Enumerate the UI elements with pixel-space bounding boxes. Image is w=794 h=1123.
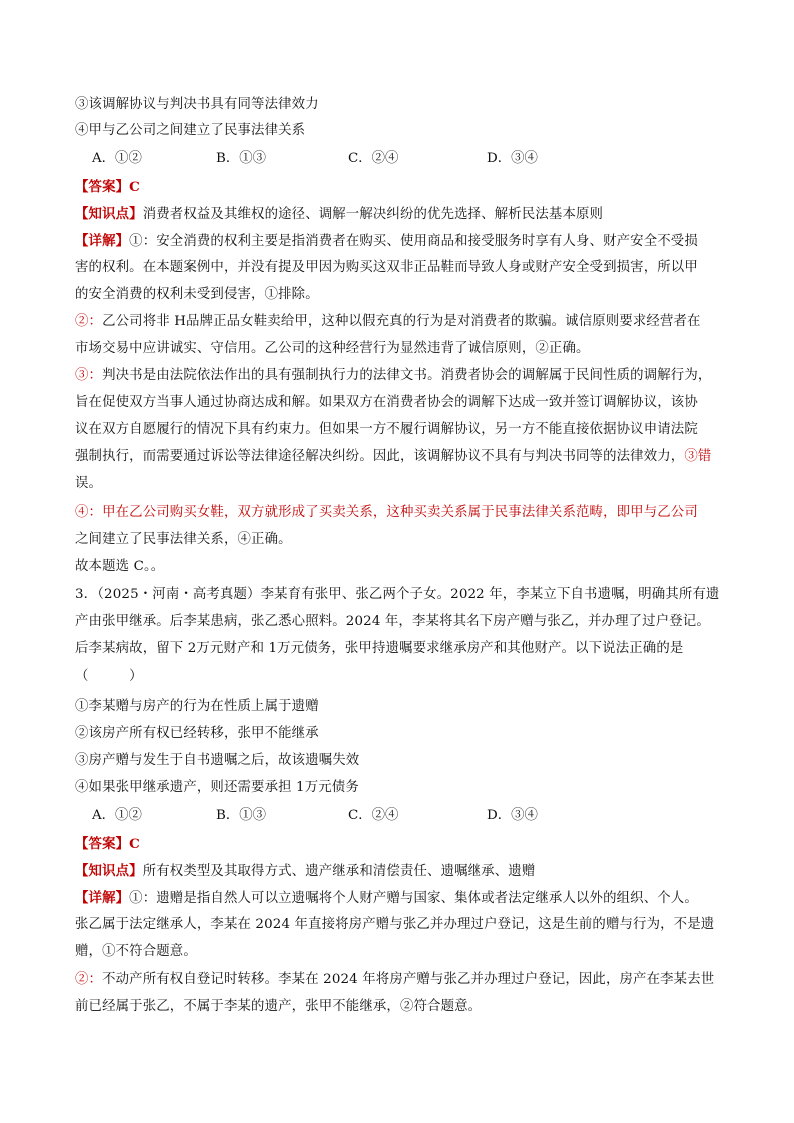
option-b: B．①③ bbox=[216, 151, 267, 166]
detail-text: 的安全消费的权利未受到侵害，①排除。 bbox=[75, 287, 319, 302]
knowledge-tag: 【知识点】 bbox=[75, 206, 143, 222]
detail-text: 误。 bbox=[75, 476, 103, 491]
detail-text: 市场交易中应讲诚实、守信用。乙公司的这种经营行为显然违背了诚信原则，②正确。 bbox=[75, 341, 590, 356]
detail-text: 乙公司将非 H品牌正品女鞋卖给甲，这种以假充真的行为是对消费者的欺骗。诚信原则要求经营者在 bbox=[102, 314, 701, 329]
statement-3: ③房产赠与发生于自书遗嘱之后，故该遗嘱失效 bbox=[75, 753, 360, 768]
detail-text: ①：安全消费的权利主要是指消费者在购买、使用商品和接受服务时享有人身、财产安全不受损 bbox=[129, 234, 698, 249]
item-mark: ②： bbox=[75, 314, 103, 329]
detail-line bbox=[75, 448, 735, 466]
knowledge-text: 消费者权益及其维权的途径、调解一解决纠纷的优先选择、解析民法基本原则 bbox=[142, 207, 604, 222]
answer-line bbox=[75, 835, 735, 854]
answer-value: C bbox=[129, 179, 140, 195]
detail-text: ①：遗赠是指自然人可以立遗嘱将个人财产赠与国家、集体或者法定继承人以外的组织、个人。 bbox=[129, 891, 698, 906]
stem-text: 产由张甲继承。后李某患病，张乙悉心照料。2024 年，李某将其名下房产赠与张乙，并办理了过户登记。 bbox=[75, 614, 710, 629]
knowledge-tag: 【知识点】 bbox=[75, 863, 143, 879]
option-b: B．①③ bbox=[216, 808, 267, 823]
answer-tag: 【答案】 bbox=[75, 836, 130, 852]
detail-text: 赠，①不符合题意。 bbox=[75, 944, 197, 959]
option-a: A．①② bbox=[92, 808, 142, 823]
option-a: A．①② bbox=[92, 151, 142, 166]
detail-item-3 bbox=[75, 367, 735, 385]
detail-text: 判决书是由法院依法作出的具有强制执行力的法律文书。消费者协会的调解属于民间性质的调解行为， bbox=[102, 368, 712, 383]
question-number: 3． bbox=[75, 587, 98, 602]
detail-line bbox=[75, 889, 735, 908]
knowledge-text: 所有权类型及其取得方式、遗产继承和清偿责任、遗嘱继承、遗赠 bbox=[142, 864, 536, 879]
item-mark: ②： bbox=[75, 972, 103, 987]
knowledge-line bbox=[75, 862, 735, 881]
detail-text: 之间建立了民事法律关系，④正确。 bbox=[75, 532, 292, 547]
conclusion: 故本题选 C。。 bbox=[75, 559, 165, 574]
judgement-mark: ③错 bbox=[684, 449, 712, 464]
detail-text: 议在双方自愿履行的情况下具有约束力。但如果一方不履行调解协议，另一方不能直接依据协议申请法院 bbox=[75, 422, 698, 437]
question-3-stem bbox=[75, 586, 735, 604]
statement-4: ④如果张甲继承遗产，则还需要承担 1万元债务 bbox=[75, 780, 359, 795]
detail-text: 害的权利。在本题案例中，并没有提及甲因为购买这双非正品鞋而导致人身或财产安全受到损害，所以甲 bbox=[75, 260, 698, 275]
answer-blank: （ ） bbox=[75, 669, 143, 684]
statement-2: ②该房产所有权已经转移，张甲不能继承 bbox=[75, 726, 319, 741]
knowledge-line bbox=[75, 205, 735, 224]
detail-tag: 【详解】 bbox=[75, 890, 130, 906]
detail-text: 不动产所有权自登记时转移。李某在 2024 年将房产赠与张乙并办理过户登记，因此，房产在李某去世 bbox=[102, 972, 715, 987]
item-mark: ③： bbox=[75, 368, 103, 383]
answer-value: C bbox=[129, 836, 140, 852]
detail-text: 前已经属于张乙，不属于李某的遗产，张甲不能继承，②符合题意。 bbox=[75, 999, 482, 1014]
option-d: D．③④ bbox=[487, 151, 538, 166]
option-c: C．②④ bbox=[348, 808, 399, 823]
option-d: D．③④ bbox=[487, 808, 538, 823]
stem-text: 李某育有张甲、张乙两个子女。2022 年，李某立下自书遗嘱，明确其所有遗 bbox=[260, 587, 720, 602]
detail-text: 张乙属于法定继承人，李某在 2024 年直接将房产赠与张乙并办理过户登记，这是生前的赠与行为，不是遗 bbox=[75, 917, 715, 932]
question-source: （2025・河南・高考真题） bbox=[97, 587, 261, 602]
statement-4: ④甲与乙公司之间建立了民事法律关系 bbox=[75, 123, 306, 138]
detail-item-4: ④：甲在乙公司购买女鞋，双方就形成了买卖关系，这种买卖关系属于民事法律关系范畴，即甲与乙公司 bbox=[75, 505, 698, 520]
statement-1: ①李某赠与房产的行为在性质上属于遗赠 bbox=[75, 699, 319, 714]
option-c: C．②④ bbox=[348, 151, 399, 166]
detail-text: 强制执行，而需要通过诉讼等法律途径解决纠纷。因此，该调解协议不具有与判决书同等的法律效力， bbox=[75, 449, 685, 464]
detail-line bbox=[75, 232, 735, 251]
detail-text: 旨在促使双方当事人通过协商达成和解。如果双方在消费者协会的调解下达成一致并签订调解协议，该协 bbox=[75, 395, 698, 410]
answer-tag: 【答案】 bbox=[75, 179, 130, 195]
statement-3: ③该调解协议与判决书具有同等法律效力 bbox=[75, 97, 319, 112]
detail-tag: 【详解】 bbox=[75, 233, 130, 249]
detail-item-2 bbox=[75, 971, 735, 989]
stem-text: 后李某病故，留下 2万元财产和 1万元债务，张甲持遗嘱要求继承房产和其他财产。以下说法正确的是 bbox=[75, 641, 684, 656]
answer-line bbox=[75, 178, 735, 197]
detail-item-2 bbox=[75, 313, 735, 331]
